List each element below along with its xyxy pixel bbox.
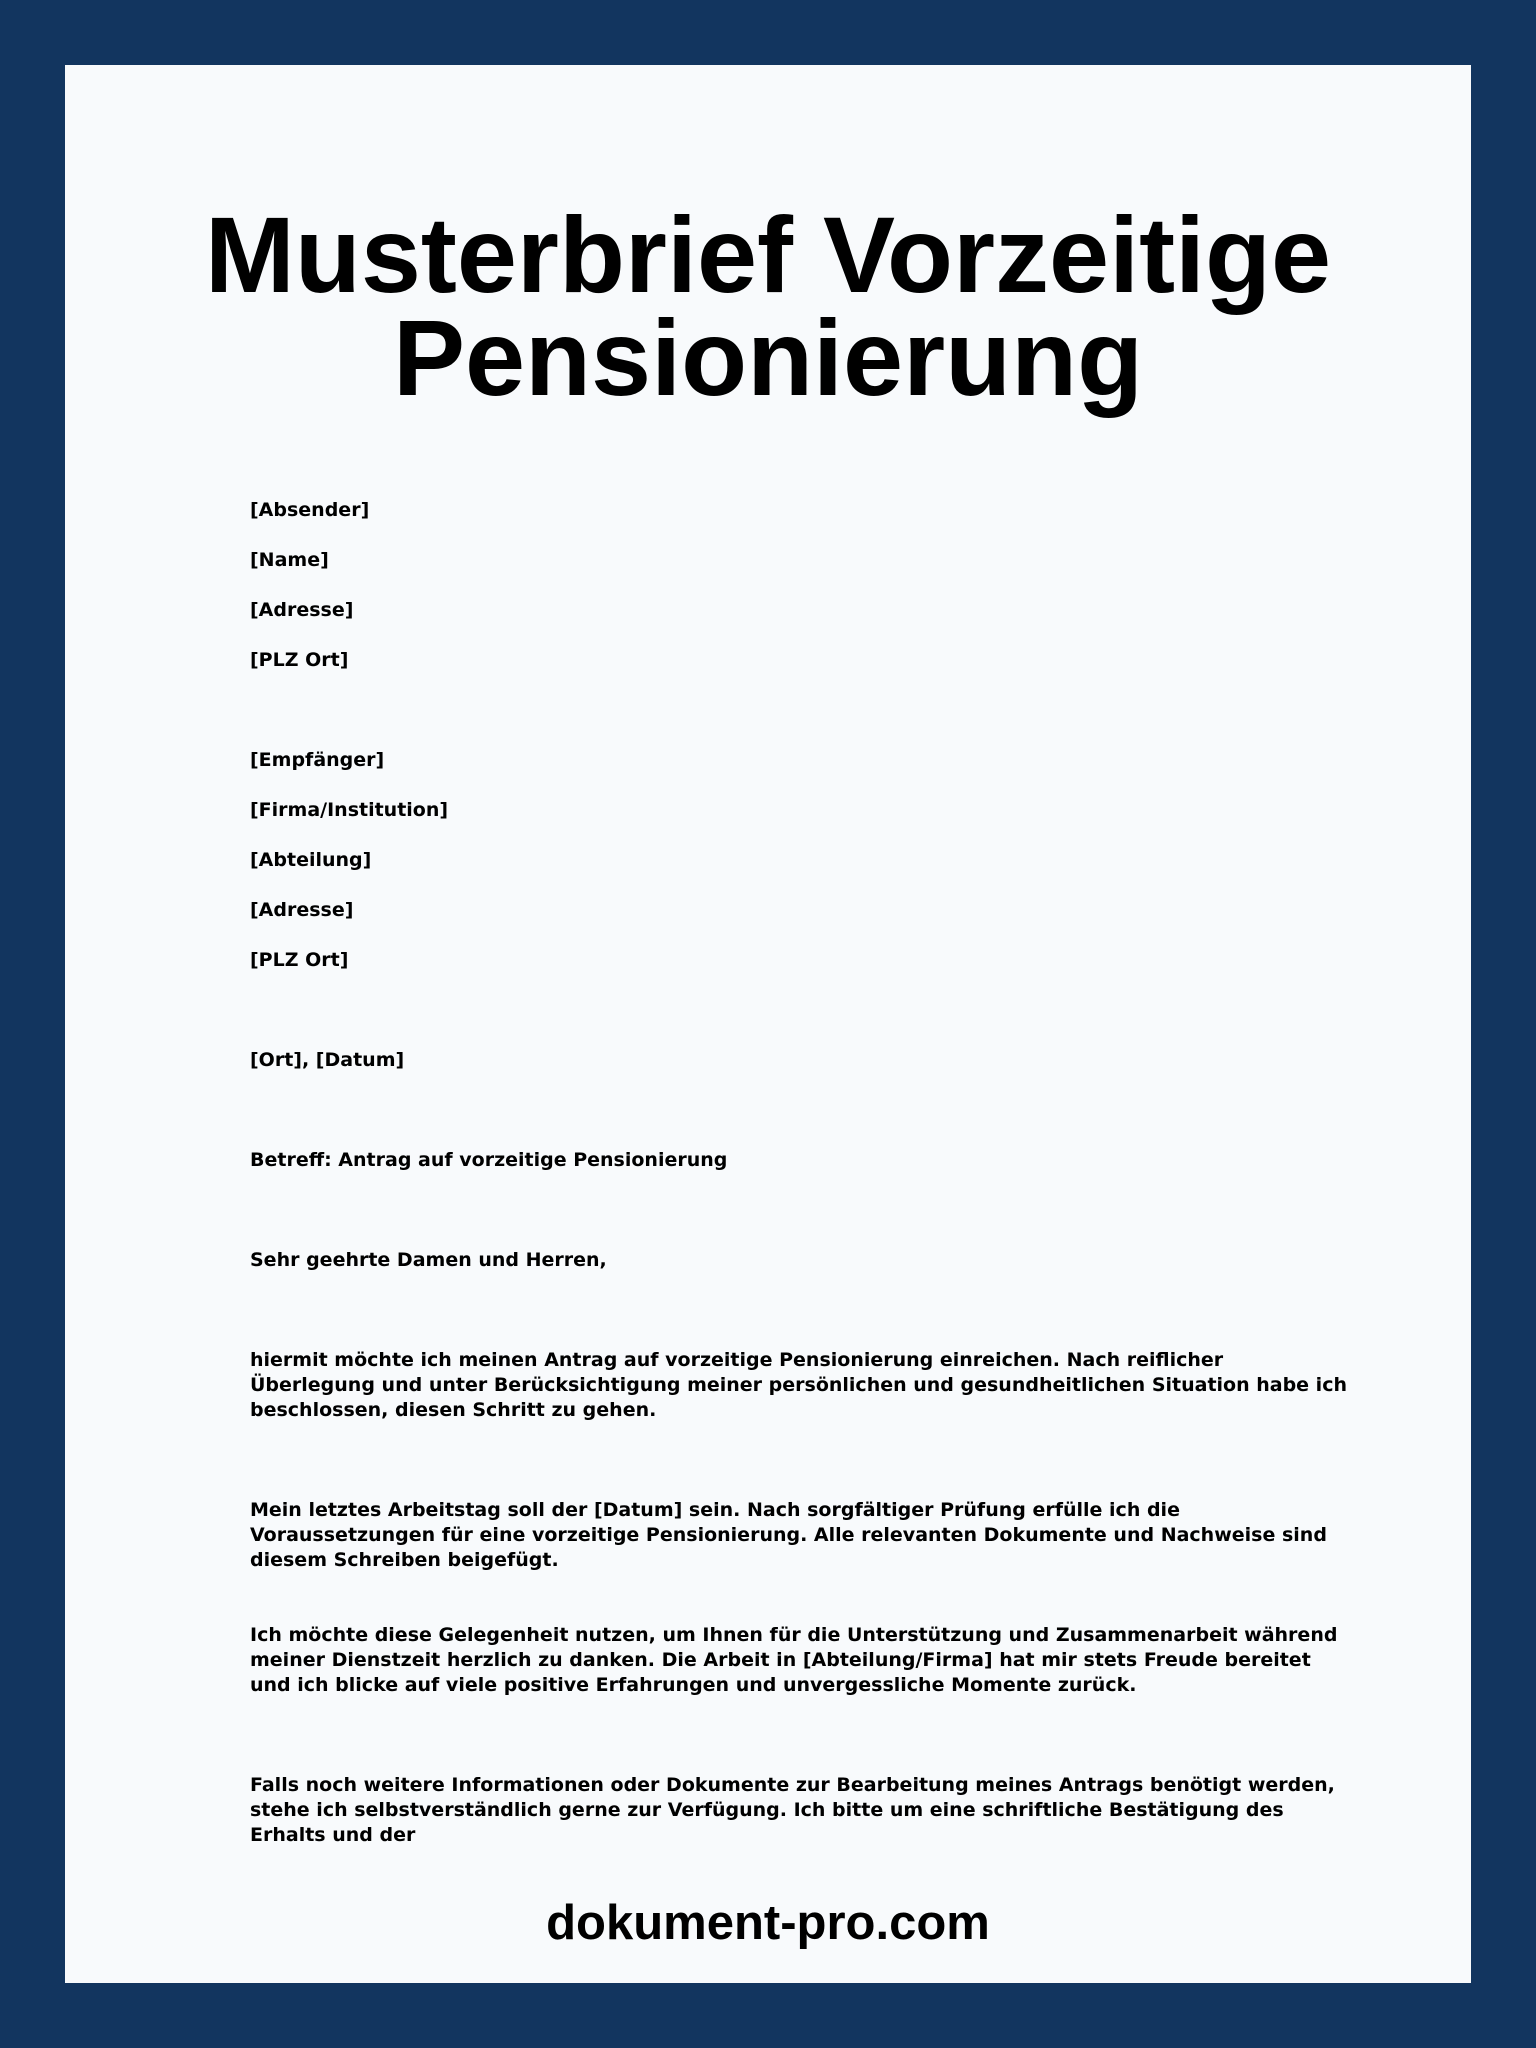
page-title: [65, 194, 1471, 418]
paragraph-4: Falls noch weitere Informationen oder Dokumente zur Bearbeitung meines Antrags benötigt werden, stehe ich selbstverständlich gerne zur Verfügung. Ich bitte um eine schriftliche Bestätigung des Erhalts und der: [250, 1774, 1342, 1846]
sender-heading: [Absender]: [250, 499, 370, 521]
salutation: Sehr geehrte Damen und Herren,: [250, 1249, 607, 1271]
sender-name: [Name]: [250, 549, 329, 571]
recipient-zip-city: [PLZ Ort]: [250, 949, 349, 971]
sender-zip-city: [PLZ Ort]: [250, 649, 349, 671]
footer-website: dokument-pro.com: [546, 1896, 990, 1950]
letter-page: [65, 65, 1471, 1983]
recipient-heading: [Empfänger]: [250, 749, 385, 771]
paragraph-1: hiermit möchte ich meinen Antrag auf vorzeitige Pensionierung einreichen. Nach reiflicher Überlegung und unter Berücksichtigung meiner persönlichen und gesundheitlichen Situation habe ich beschlossen, diesen Schritt zu gehen.: [250, 1349, 1354, 1421]
paragraph-3: Ich möchte diese Gelegenheit nutzen, um Ihnen für die Unterstützung und Zusammenarbeit während meiner Dienstzeit herzlich zu danken. Die Arbeit in [Abteilung/Firma] hat mir stets Freude bereitet und ich blicke auf viele positive Erfahrungen und unvergessliche Momente zurück.: [250, 1624, 1345, 1696]
recipient-department: [Abteilung]: [250, 849, 372, 871]
place-date: [Ort], [Datum]: [250, 1049, 405, 1071]
title-line-1: Musterbrief Vorzeitige: [204, 194, 1332, 315]
paragraph-2: Mein letztes Arbeitstag soll der [Datum] sein. Nach sorgfältiger Prüfung erfülle ich die Voraussetzungen für eine vorzeitige Pensionierung. Alle relevanten Dokumente und Nachweise sind diesem Schreiben beigefügt.: [250, 1499, 1334, 1571]
subject-line: Betreff: Antrag auf vorzeitige Pensionierung: [250, 1149, 728, 1171]
recipient-address: [Adresse]: [250, 899, 354, 921]
recipient-company: [Firma/Institution]: [250, 799, 449, 821]
title-line-2: Pensionierung: [392, 297, 1144, 418]
letter-body: [250, 498, 1354, 1898]
sender-address: [Adresse]: [250, 599, 354, 621]
